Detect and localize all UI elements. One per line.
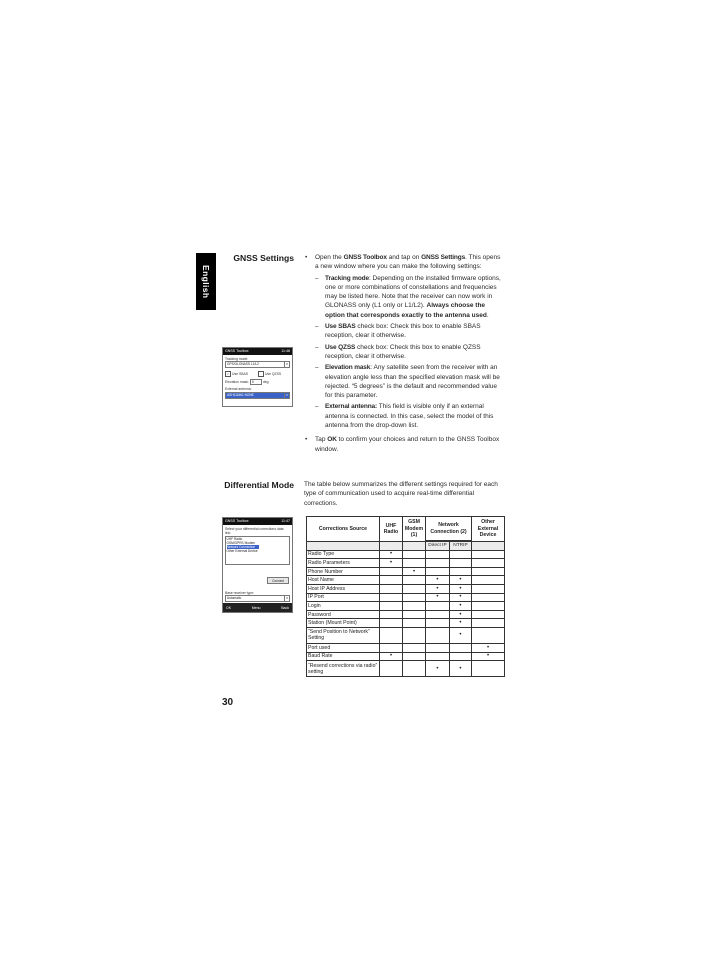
table-cell: •: [380, 550, 403, 559]
gnss-settings-screenshot: [222, 347, 293, 407]
subheader-direct-ip: Direct IP: [426, 542, 450, 551]
sub-external-antenna: [304, 402, 504, 430]
table-cell: •: [403, 567, 426, 576]
data-link-prompt: Select your differential corrections data link:: [225, 526, 284, 535]
softkey-bar: [223, 603, 292, 612]
table-row: [307, 559, 505, 568]
row-label: Radio Parameters: [307, 559, 380, 568]
base-receiver-value: Automatic: [227, 596, 242, 601]
dash-mark: –: [315, 403, 319, 411]
bullet-mark: •: [305, 254, 308, 261]
screenshot-title-bar: [223, 518, 292, 525]
chevron-down-icon: ▾: [284, 393, 289, 398]
table-cell: [380, 661, 403, 677]
table-cell: [449, 559, 471, 568]
elevation-row: [225, 379, 290, 385]
table-cell: [380, 627, 403, 643]
chevron-down-icon: ▾: [284, 596, 289, 601]
table-cell: •: [426, 584, 450, 593]
differential-mode-screenshot: [222, 517, 293, 613]
sbas-label: Use SBAS: [232, 371, 249, 376]
table-cell: •: [449, 661, 471, 677]
table-row: [307, 567, 505, 576]
qzss-label: Use QZSS: [264, 371, 282, 376]
table-row: [307, 593, 505, 602]
table-cell: [403, 550, 426, 559]
table-cell: [403, 559, 426, 568]
table-cell: [449, 550, 471, 559]
table-cell: [472, 610, 505, 619]
dash-mark: –: [315, 343, 319, 351]
bullet-open-toolbox: [304, 253, 504, 272]
dash-mark: –: [315, 323, 319, 331]
table-cell: •: [449, 584, 471, 593]
row-label: Host Name: [307, 576, 380, 585]
gnss-settings-body: [304, 253, 504, 454]
table-cell: [403, 643, 426, 652]
table-cell: [426, 619, 450, 628]
external-antenna-select: [225, 392, 290, 399]
row-label: IP Port: [307, 593, 380, 602]
text: : Any satellite seen from the receiver with an elevation angle less than the specified elevation mask will be rejected. “5 degrees” is the default and recommended value for this parameter.: [325, 364, 500, 400]
row-label: Station (Mount Point): [307, 619, 380, 628]
table-cell: •: [426, 661, 450, 677]
list-item: Other External Device: [226, 549, 258, 553]
table-cell: [380, 610, 403, 619]
table-cell: [472, 602, 505, 611]
table-row: [307, 661, 505, 677]
text: Tap: [315, 436, 328, 444]
connect-row: [226, 569, 289, 587]
table-cell: •: [449, 627, 471, 643]
term-tracking-mode: Tracking mode: [325, 274, 369, 282]
table-cell: [472, 627, 505, 643]
row-label: Login: [307, 602, 380, 611]
table-cell: •: [380, 559, 403, 568]
softkey-left: OK: [226, 605, 232, 610]
corrections-table: [306, 516, 505, 677]
sub-use-qzss: [304, 343, 504, 362]
term-ok: OK: [327, 436, 337, 444]
row-label: Radio Type: [307, 550, 380, 559]
tracking-mode-select: [225, 361, 290, 368]
row-label: “Send Position to Network” Setting: [307, 627, 380, 643]
screenshot-title: GNSS Toolbox: [225, 349, 249, 353]
elevation-input: 5: [250, 379, 262, 385]
table-cell: •: [449, 593, 471, 602]
emphasis-text: Always choose the option that corresponds exactly to the antenna used: [325, 302, 487, 319]
bullet-mark: •: [305, 436, 308, 444]
qzss-checkbox: [258, 371, 264, 377]
table-cell: •: [426, 593, 450, 602]
table-cell: [472, 550, 505, 559]
text: to confirm your choices and return to the GNSS Toolbox window.: [315, 436, 500, 453]
table-cell: [380, 643, 403, 652]
row-label: Baud Rate: [307, 652, 380, 661]
table-row: [307, 627, 505, 643]
table-body: [307, 550, 505, 677]
header-uhf-radio: UHF Radio: [380, 517, 403, 542]
differential-mode-intro: The table below summarizes the different settings required for each type of communication used to acquire real-time differential corrections.: [304, 481, 498, 507]
table-cell: •: [449, 576, 471, 585]
table-cell: [403, 627, 426, 643]
external-antenna-value: ASH111661 NONE: [227, 392, 254, 397]
table-cell: [403, 584, 426, 593]
text: : Depending on the installed firmware options, one or more combinations of constellations and frequencies may be listed here. Note that the receiver can now work in GLONASS only (L1 only or L1/L2).: [325, 274, 501, 310]
table-cell: •: [426, 576, 450, 585]
table-cell: [403, 610, 426, 619]
table-cell: [380, 567, 403, 576]
list-item-selected: Network Connection: [227, 545, 259, 549]
differential-mode-heading: Differential Mode: [224, 480, 294, 490]
sub-tracking-mode: [304, 274, 504, 320]
table-cell: [380, 593, 403, 602]
table-cell: [472, 619, 505, 628]
text: and tap on: [386, 254, 422, 261]
sub-elevation-mask: [304, 363, 504, 400]
subheader-empty: [403, 542, 426, 551]
page-number: 30: [222, 697, 234, 708]
table-subheader-row: [307, 542, 505, 551]
screenshot-title: GNSS Toolbox: [225, 519, 249, 523]
list-item: UHF Radio: [226, 537, 243, 541]
elevation-label: Elevation mask:: [225, 380, 249, 385]
chevron-down-icon: ▾: [284, 362, 289, 367]
table-cell: [472, 576, 505, 585]
table-cell: [380, 602, 403, 611]
table-cell: [449, 567, 471, 576]
softkey-right: Back: [281, 605, 289, 610]
table-cell: [426, 550, 450, 559]
table-cell: [472, 584, 505, 593]
table-cell: •: [472, 643, 505, 652]
subheader-ntrip: NTRIP: [449, 542, 471, 551]
list-item: GSM/GPRS Modem: [226, 541, 256, 545]
table-cell: [403, 593, 426, 602]
table-row: [307, 602, 505, 611]
screenshot-clock: 11:47: [281, 519, 290, 523]
table-cell: [380, 584, 403, 593]
text: check box: Check this box to enable QZSS reception, clear it otherwise.: [325, 343, 481, 360]
dash-mark: –: [315, 364, 319, 372]
text: check box: Check this box to enable SBAS reception, clear it otherwise.: [325, 323, 481, 340]
gnss-settings-heading: GNSS Settings: [233, 253, 294, 263]
header-gsm-modem: GSM Modem (1): [403, 517, 426, 542]
subheader-empty: [472, 542, 505, 551]
table-cell: [472, 567, 505, 576]
table-row: [307, 584, 505, 593]
table-cell: •: [380, 652, 403, 661]
text: Open the: [315, 254, 344, 261]
table-row: [307, 619, 505, 628]
elevation-unit: deg: [262, 380, 269, 385]
text: . This opens a new window where you can make the following settings:: [315, 254, 501, 271]
row-label: Host IP Address: [307, 584, 380, 593]
table-cell: [380, 576, 403, 585]
row-label: Password: [307, 610, 380, 619]
row-label: “Resend corrections via radio” setting: [307, 661, 380, 677]
term-use-sbas: Use SBAS: [325, 323, 356, 331]
checkbox-row: [225, 371, 290, 377]
term-use-qzss: Use QZSS: [325, 343, 356, 351]
table-cell: [403, 576, 426, 585]
table-row: [307, 550, 505, 559]
data-link-list: [225, 536, 290, 565]
table-cell: •: [449, 602, 471, 611]
language-tab-label: English: [201, 264, 211, 299]
screenshot-clock: 11:48: [281, 349, 290, 353]
table-cell: [426, 610, 450, 619]
table-cell: •: [449, 619, 471, 628]
screenshot-title-bar: [223, 348, 292, 355]
header-corrections-source: Corrections Source: [307, 517, 380, 542]
table-row: [307, 652, 505, 661]
table-cell: [426, 643, 450, 652]
dash-mark: –: [315, 274, 319, 282]
term-external-antenna: External antenna:: [325, 403, 377, 411]
text: This field is visible only if an external antenna is connected. In this case, select the model of this antenna from the drop-down list.: [325, 403, 494, 430]
table-row: [307, 643, 505, 652]
softkey-middle: Menu: [251, 605, 261, 610]
sbas-checkbox: ✓: [226, 372, 230, 377]
table-row: [307, 610, 505, 619]
table-cell: [426, 627, 450, 643]
row-label: Phone Number: [307, 567, 380, 576]
bullet-tap-ok: [304, 435, 504, 454]
table-cell: [449, 652, 471, 661]
header-other-external-device: Other External Device: [472, 517, 505, 542]
tracking-mode-label: Tracking mode:: [225, 356, 249, 361]
table-cell: [472, 559, 505, 568]
table-cell: [426, 559, 450, 568]
base-receiver-select: [225, 595, 290, 602]
term-elevation-mask: Elevation mask: [325, 364, 371, 372]
subheader-empty: [307, 542, 380, 551]
tracking-mode-value: GPS/GLONASS L1/L2: [227, 362, 259, 367]
table-row: [307, 576, 505, 585]
connect-button: Connect: [267, 577, 289, 584]
table-header-row: [307, 517, 505, 541]
table-cell: [426, 567, 450, 576]
table-cell: [403, 652, 426, 661]
term-gnss-settings: GNSS Settings: [421, 254, 466, 261]
table-cell: [426, 652, 450, 661]
header-network-connection: Network Connection (2): [426, 517, 472, 541]
external-antenna-label: External antenna:: [225, 387, 252, 392]
table-cell: [380, 619, 403, 628]
table-cell: [472, 661, 505, 677]
sub-use-sbas: [304, 322, 504, 341]
table-cell: [403, 661, 426, 677]
table-cell: [403, 602, 426, 611]
table-cell: [403, 619, 426, 628]
text: .: [486, 311, 489, 319]
table-cell: [449, 643, 471, 652]
table-cell: •: [449, 610, 471, 619]
term-gnss-toolbox: GNSS Toolbox: [343, 254, 387, 261]
subheader-empty: [380, 542, 403, 551]
table-cell: •: [472, 652, 505, 661]
row-label: Port used: [307, 643, 380, 652]
base-receiver-label: Base receiver type:: [225, 590, 255, 595]
table-cell: [426, 602, 450, 611]
table-cell: [472, 593, 505, 602]
